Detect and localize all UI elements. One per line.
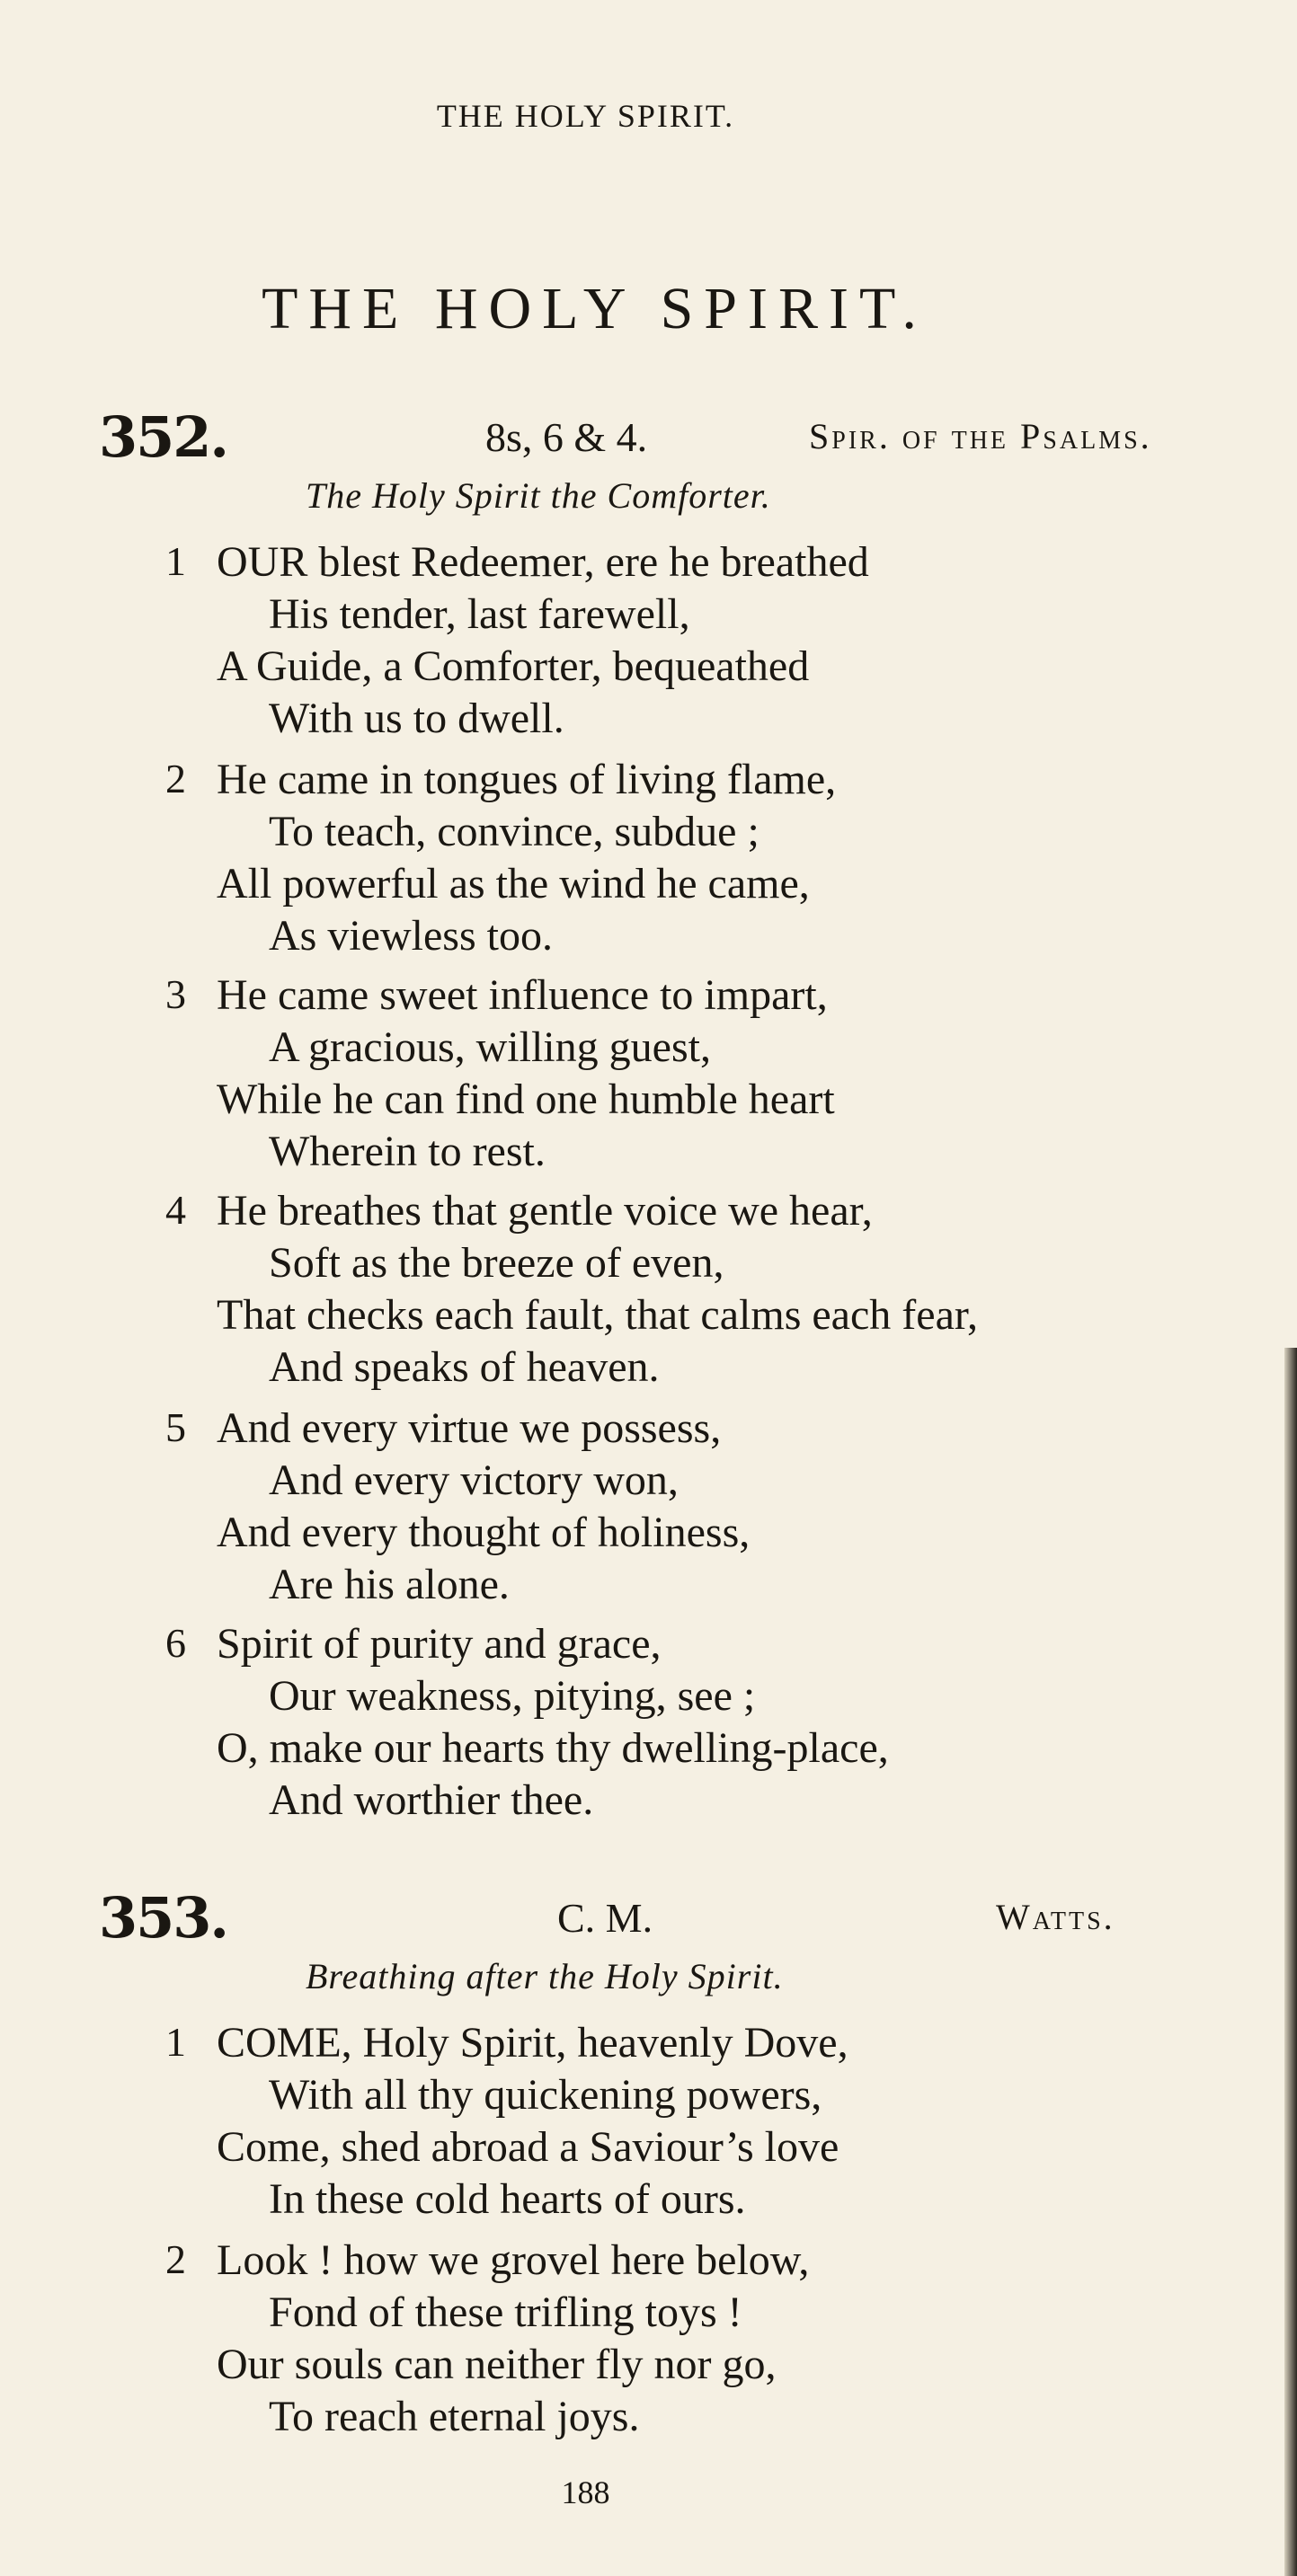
verse-line: O, make our hearts thy dwelling-place, xyxy=(217,1724,889,1772)
page-number: 188 xyxy=(561,2474,610,2510)
verse-line: OUR blest Redeemer, ere he breathed xyxy=(217,538,869,586)
verse-line: COME, Holy Spirit, heavenly Dove, xyxy=(217,2019,848,2067)
verse-line: With us to dwell. xyxy=(269,695,564,742)
verse-line: He breathes that gentle voice we hear, xyxy=(217,1187,873,1235)
verse-number: 3 xyxy=(165,971,186,1017)
verse-line: To teach, convince, subdue ; xyxy=(269,808,760,855)
verse-number: 2 xyxy=(165,2236,186,2282)
verse-line: And every virtue we possess, xyxy=(217,1404,722,1452)
hymn-number: 352. xyxy=(99,404,228,470)
verse-line: As viewless too. xyxy=(269,912,553,960)
verse-line: And speaks of heaven. xyxy=(269,1343,660,1391)
hymn-subtitle: The Holy Spirit the Comforter. xyxy=(306,475,771,516)
verse-line: Our weakness, pitying, see ; xyxy=(269,1672,756,1720)
verse-line: All powerful as the wind he came, xyxy=(217,860,810,907)
verse-line: Fond of these trifling toys ! xyxy=(269,2288,742,2336)
hymn-header xyxy=(0,1885,1297,1951)
verse-line: Are his alone. xyxy=(269,1561,510,1608)
running-head: THE HOLY SPIRIT. xyxy=(436,98,735,134)
verse-number: 1 xyxy=(165,538,186,584)
verse-line: His tender, last farewell, xyxy=(269,590,690,638)
verse-line: A Guide, a Comforter, bequeathed xyxy=(217,642,810,690)
page-edge-shadow xyxy=(1284,1348,1297,2576)
verse-line: With all thy quickening powers, xyxy=(269,2071,822,2119)
verse-line: And every victory won, xyxy=(269,1456,679,1504)
verse-line: Spirit of purity and grace, xyxy=(217,1620,662,1668)
verse-number: 6 xyxy=(165,1620,186,1666)
verse-line: Our souls can neither fly nor go, xyxy=(217,2341,777,2388)
verse-line: In these cold hearts of ours. xyxy=(269,2175,746,2223)
verse-line: And every thought of holiness, xyxy=(217,1509,751,1556)
verse-line: And worthier thee. xyxy=(269,1776,594,1824)
verse-number: 4 xyxy=(165,1187,186,1233)
hymn-header xyxy=(0,404,1297,470)
hymn-source: Watts. xyxy=(996,1897,1115,1937)
verse-line: That checks each fault, that calms each fear, xyxy=(217,1291,978,1339)
verse-line: He came sweet influence to impart, xyxy=(217,971,828,1019)
verse-number: 1 xyxy=(165,2019,186,2065)
verse-line: He came in tongues of living flame, xyxy=(217,756,837,803)
hymn-number: 353. xyxy=(99,1885,228,1951)
hymn-subtitle: Breathing after the Holy Spirit. xyxy=(306,1956,784,1996)
section-title: THE HOLY SPIRIT. xyxy=(262,276,928,341)
verse-line: To reach eternal joys. xyxy=(269,2393,640,2440)
hymn-meter: 8s, 6 & 4. xyxy=(485,414,648,460)
verse-line: Come, shed abroad a Saviour’s love xyxy=(217,2123,839,2171)
verse-number: 2 xyxy=(165,756,186,801)
verse-line: Soft as the breeze of even, xyxy=(269,1239,724,1287)
hymn-source: Spir. of the Psalms. xyxy=(809,416,1152,456)
verse-number: 5 xyxy=(165,1404,186,1450)
verse-line: While he can find one humble heart xyxy=(217,1076,835,1123)
hymn-meter: C. M. xyxy=(557,1895,653,1941)
verse-line: Look ! how we grovel here below, xyxy=(217,2236,810,2284)
verse-line: Wherein to rest. xyxy=(269,1128,546,1175)
verse-line: A gracious, willing guest, xyxy=(269,1023,711,1071)
